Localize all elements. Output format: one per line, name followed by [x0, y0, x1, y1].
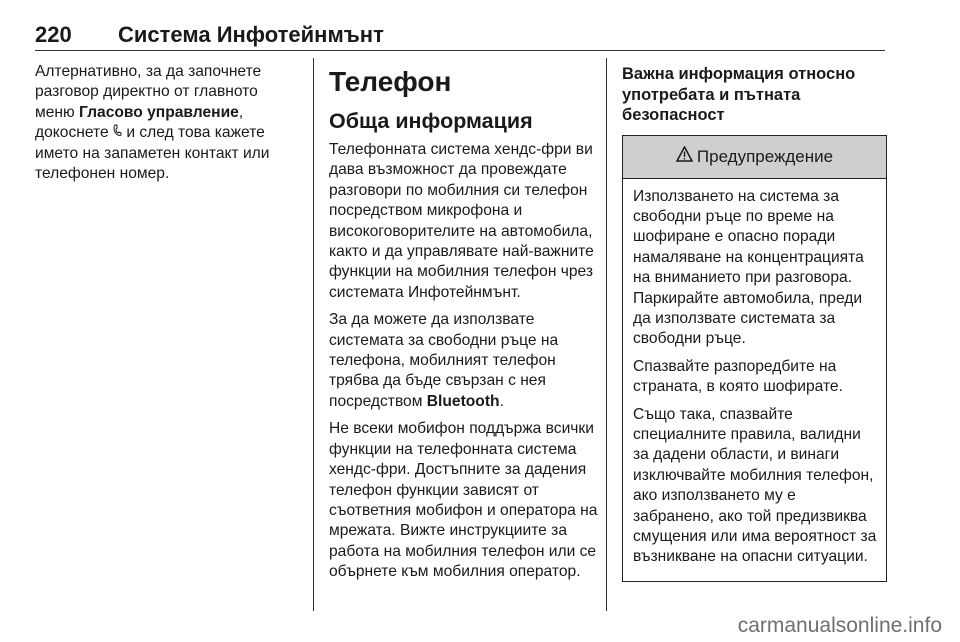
bluetooth-term: Bluetooth	[426, 392, 500, 410]
safety-heading: Важна информация относно употребата и пътната безопасност	[622, 65, 856, 124]
paragraph-2	[329, 310, 599, 412]
intro-text-a: Алтернативно, за да започнете разговор директно от главното меню	[35, 63, 262, 121]
intro-paragraph	[35, 62, 293, 184]
intro-text-c: , докоснете	[35, 103, 244, 142]
page-header	[35, 22, 885, 52]
warning-paragraph-3: Също така, спазвайте специалните правила, валидни за дадени области, и винаги изключвайте мобилния телефон, ако използването му е забранено, ако той предизвиква смущения или има вероятност за възникване на опасни ситуации.	[633, 405, 877, 566]
warning-triangle-icon	[676, 146, 693, 167]
warning-paragraph-2: Спазвайте разпоредбите на страната, в която шофирате.	[633, 357, 843, 396]
page-number: 220	[35, 22, 72, 47]
section-title: Телефон	[329, 66, 452, 97]
subsection-title: Обща информация	[329, 109, 533, 133]
column-divider-1	[313, 58, 314, 611]
phone-icon	[113, 126, 122, 140]
column-1	[35, 62, 293, 191]
column-divider-2	[606, 58, 607, 611]
warning-body	[623, 179, 886, 581]
paragraph-2-end: .	[499, 392, 504, 410]
chapter-title: Система Инфотейнмънт	[118, 22, 384, 47]
paragraph-3: Не всеки мобифон поддържа всички функции на телефонната система хендс-фри. Достъпните за дадения телефон функции зависят от съответния мобифон и оператора на мрежата. Вижте инструкциите за работа на мобилния телефон или се обърнете към мобилния оператор.	[329, 420, 598, 581]
warning-paragraph-1: Използването на система за свободни ръце по време на шофиране е опасно поради намаляване на концентрацията на вниманието при разговора. Паркирайте автомобила, преди да използвате системата за свободни ръце.	[633, 187, 864, 348]
watermark: carmanualsonline.info	[737, 614, 942, 637]
warning-box	[622, 135, 887, 582]
column-2	[329, 62, 599, 590]
voice-control-term: Гласово управление	[79, 103, 239, 121]
intro-text-d: и след това кажете името на запаметен контакт или телефонен номер.	[35, 124, 270, 183]
paragraph-1: Телефонната система хендс-фри ви дава възможност да провеждате разговори по мобилния си телефон посредством микрофона и високоговорителите на автомобила, както и да управлявате най-важните функции на мобилния телефон чрез системата Инфотейнмънт.	[329, 141, 594, 301]
column-3	[622, 62, 887, 582]
header-rule	[35, 50, 885, 51]
warning-header	[623, 136, 886, 179]
paragraph-2-text: За да можете да използвате системата за свободни ръце на телефона, мобилният телефон трябва да бъде свързан с нея посредством	[329, 311, 559, 410]
warning-title: Предупреждение	[696, 146, 834, 166]
